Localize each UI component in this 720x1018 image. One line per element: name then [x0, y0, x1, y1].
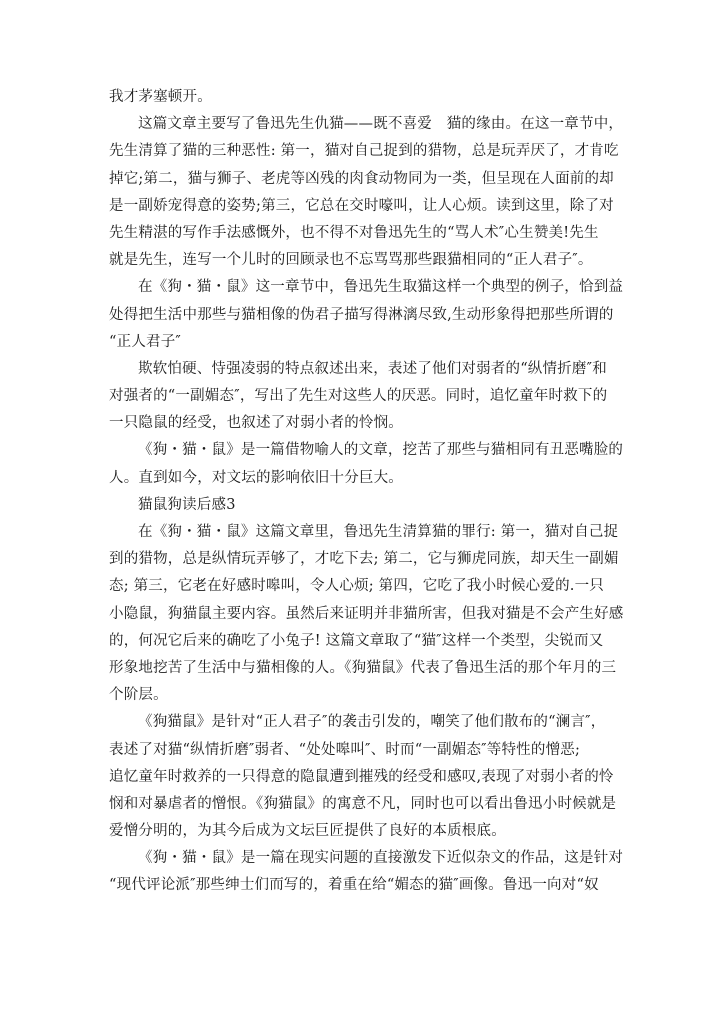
- text-line: 掉它;第二，猫与狮子、老虎等凶残的肉食动物同为一类，但呈现在人面前的却: [109, 170, 614, 187]
- text-line: 表述了对猫“纵情折磨″弱者、“处处嗥叫″、时而“一副媚态″等特性的憎恶;: [109, 741, 581, 758]
- text-line: 在《狗・猫・鼠》这篇文章里，鲁迅先生清算猫的罪行: 第一，猫对自己捉: [138, 524, 619, 540]
- text-line: 我才茅塞顿开。: [109, 89, 212, 105]
- text-line: “现代评论派″那些绅士们而写的，着重在给“媚态的猫″画像。鲁迅一向对“奴: [109, 877, 599, 894]
- text-line: 就是先生，连写一个儿时的回顾录也不忘骂骂那些跟猫相同的“正人君子″。: [109, 252, 593, 269]
- text-line: 小隐鼠，狗猫鼠主要内容。虽然后来证明并非猫所害，但我对猫是不会产生好感: [109, 605, 624, 622]
- text-line: 爱憎分明的，为其今后成为文坛巨匠提供了良好的本质根底。: [109, 823, 506, 840]
- text-line: 《狗猫鼠》是针对“正人君子″的袭击引发的，嘲笑了他们散布的“澜言″，: [138, 714, 606, 731]
- text-line: 悯和对暴虐者的憎恨。《狗猫鼠》的寓意不凡，同时也可以看出鲁迅小时候就是: [109, 795, 617, 812]
- article-body: [109, 84, 624, 900]
- text-line: 的，何况它后来的确吃了小兔子! 这篇文章取了“猫″这样一个类型，尖锐而又: [109, 632, 604, 649]
- text-line: 在《狗・猫・鼠》这一章节中，鲁迅先生取猫这样一个典型的例子，恰到益: [138, 279, 624, 296]
- text-line: 是一副娇宠得意的姿势;第三，它总在交时嚎叫，让人心烦。读到这里，除了对: [109, 197, 614, 214]
- text-line: 态; 第三，它老在好感时嗥叫，令人心烦; 第四，它吃了我小时候心爱的.一只: [109, 578, 604, 595]
- text-line: 先生清算了猫的三种恶性: 第一，猫对自己捉到的猎物，总是玩弄厌了，才肯吃: [109, 143, 619, 160]
- text-line: 到的猎物，总是纵情玩弄够了，才吃下去; 第二，它与狮虎同族，却天生一副媚: [109, 551, 619, 568]
- text-line: 人。直到如今，对文坛的影响依旧十分巨大。: [109, 469, 403, 486]
- text-line: 对强者的“一副媚态″，写出了先生对这些人的厌恶。同时，追忆童年时救下的: [109, 388, 608, 405]
- text-line: 形象地挖苦了生活中与猫相像的人。《狗猫鼠》代表了鲁迅生活的那个年月的三: [109, 659, 617, 676]
- text-line: 先生精湛的写作手法感慨外，也不得不对鲁迅先生的“骂人术″心生赞美!先生: [109, 224, 599, 241]
- text-line: 处得把生活中那些与猫相像的伪君子描写得淋漓尽致,生动形象得把那些所谓的: [109, 306, 614, 323]
- text-line: 这篇文章主要写了鲁迅先生仇猫——既不喜爱 猫的缘由。在这一章节中，: [138, 116, 624, 133]
- text-line: 欺软怕硬、恃强凌弱的特点叙述出来，表述了他们对弱者的“纵情折磨″和: [138, 360, 607, 377]
- text-line: “正人君子″: [109, 333, 182, 350]
- text-line: 《狗・猫・鼠》是一篇在现实问题的直接激发下近似杂文的作品，这是针对: [138, 850, 624, 867]
- text-line: 《狗・猫・鼠》是一篇借物喻人的文章，挖苦了那些与猫相同有丑恶嘴脸的: [138, 442, 624, 459]
- text-line: 追忆童年时救养的一只得意的隐鼠遭到摧残的经受和感叹,表现了对弱小者的怜: [109, 768, 614, 785]
- text-line: 个阶层。: [109, 687, 168, 704]
- text-line: 猫鼠狗读后感3: [138, 496, 236, 513]
- text-line: 一只隐鼠的经受，也叙述了对弱小者的怜悯。: [109, 415, 403, 432]
